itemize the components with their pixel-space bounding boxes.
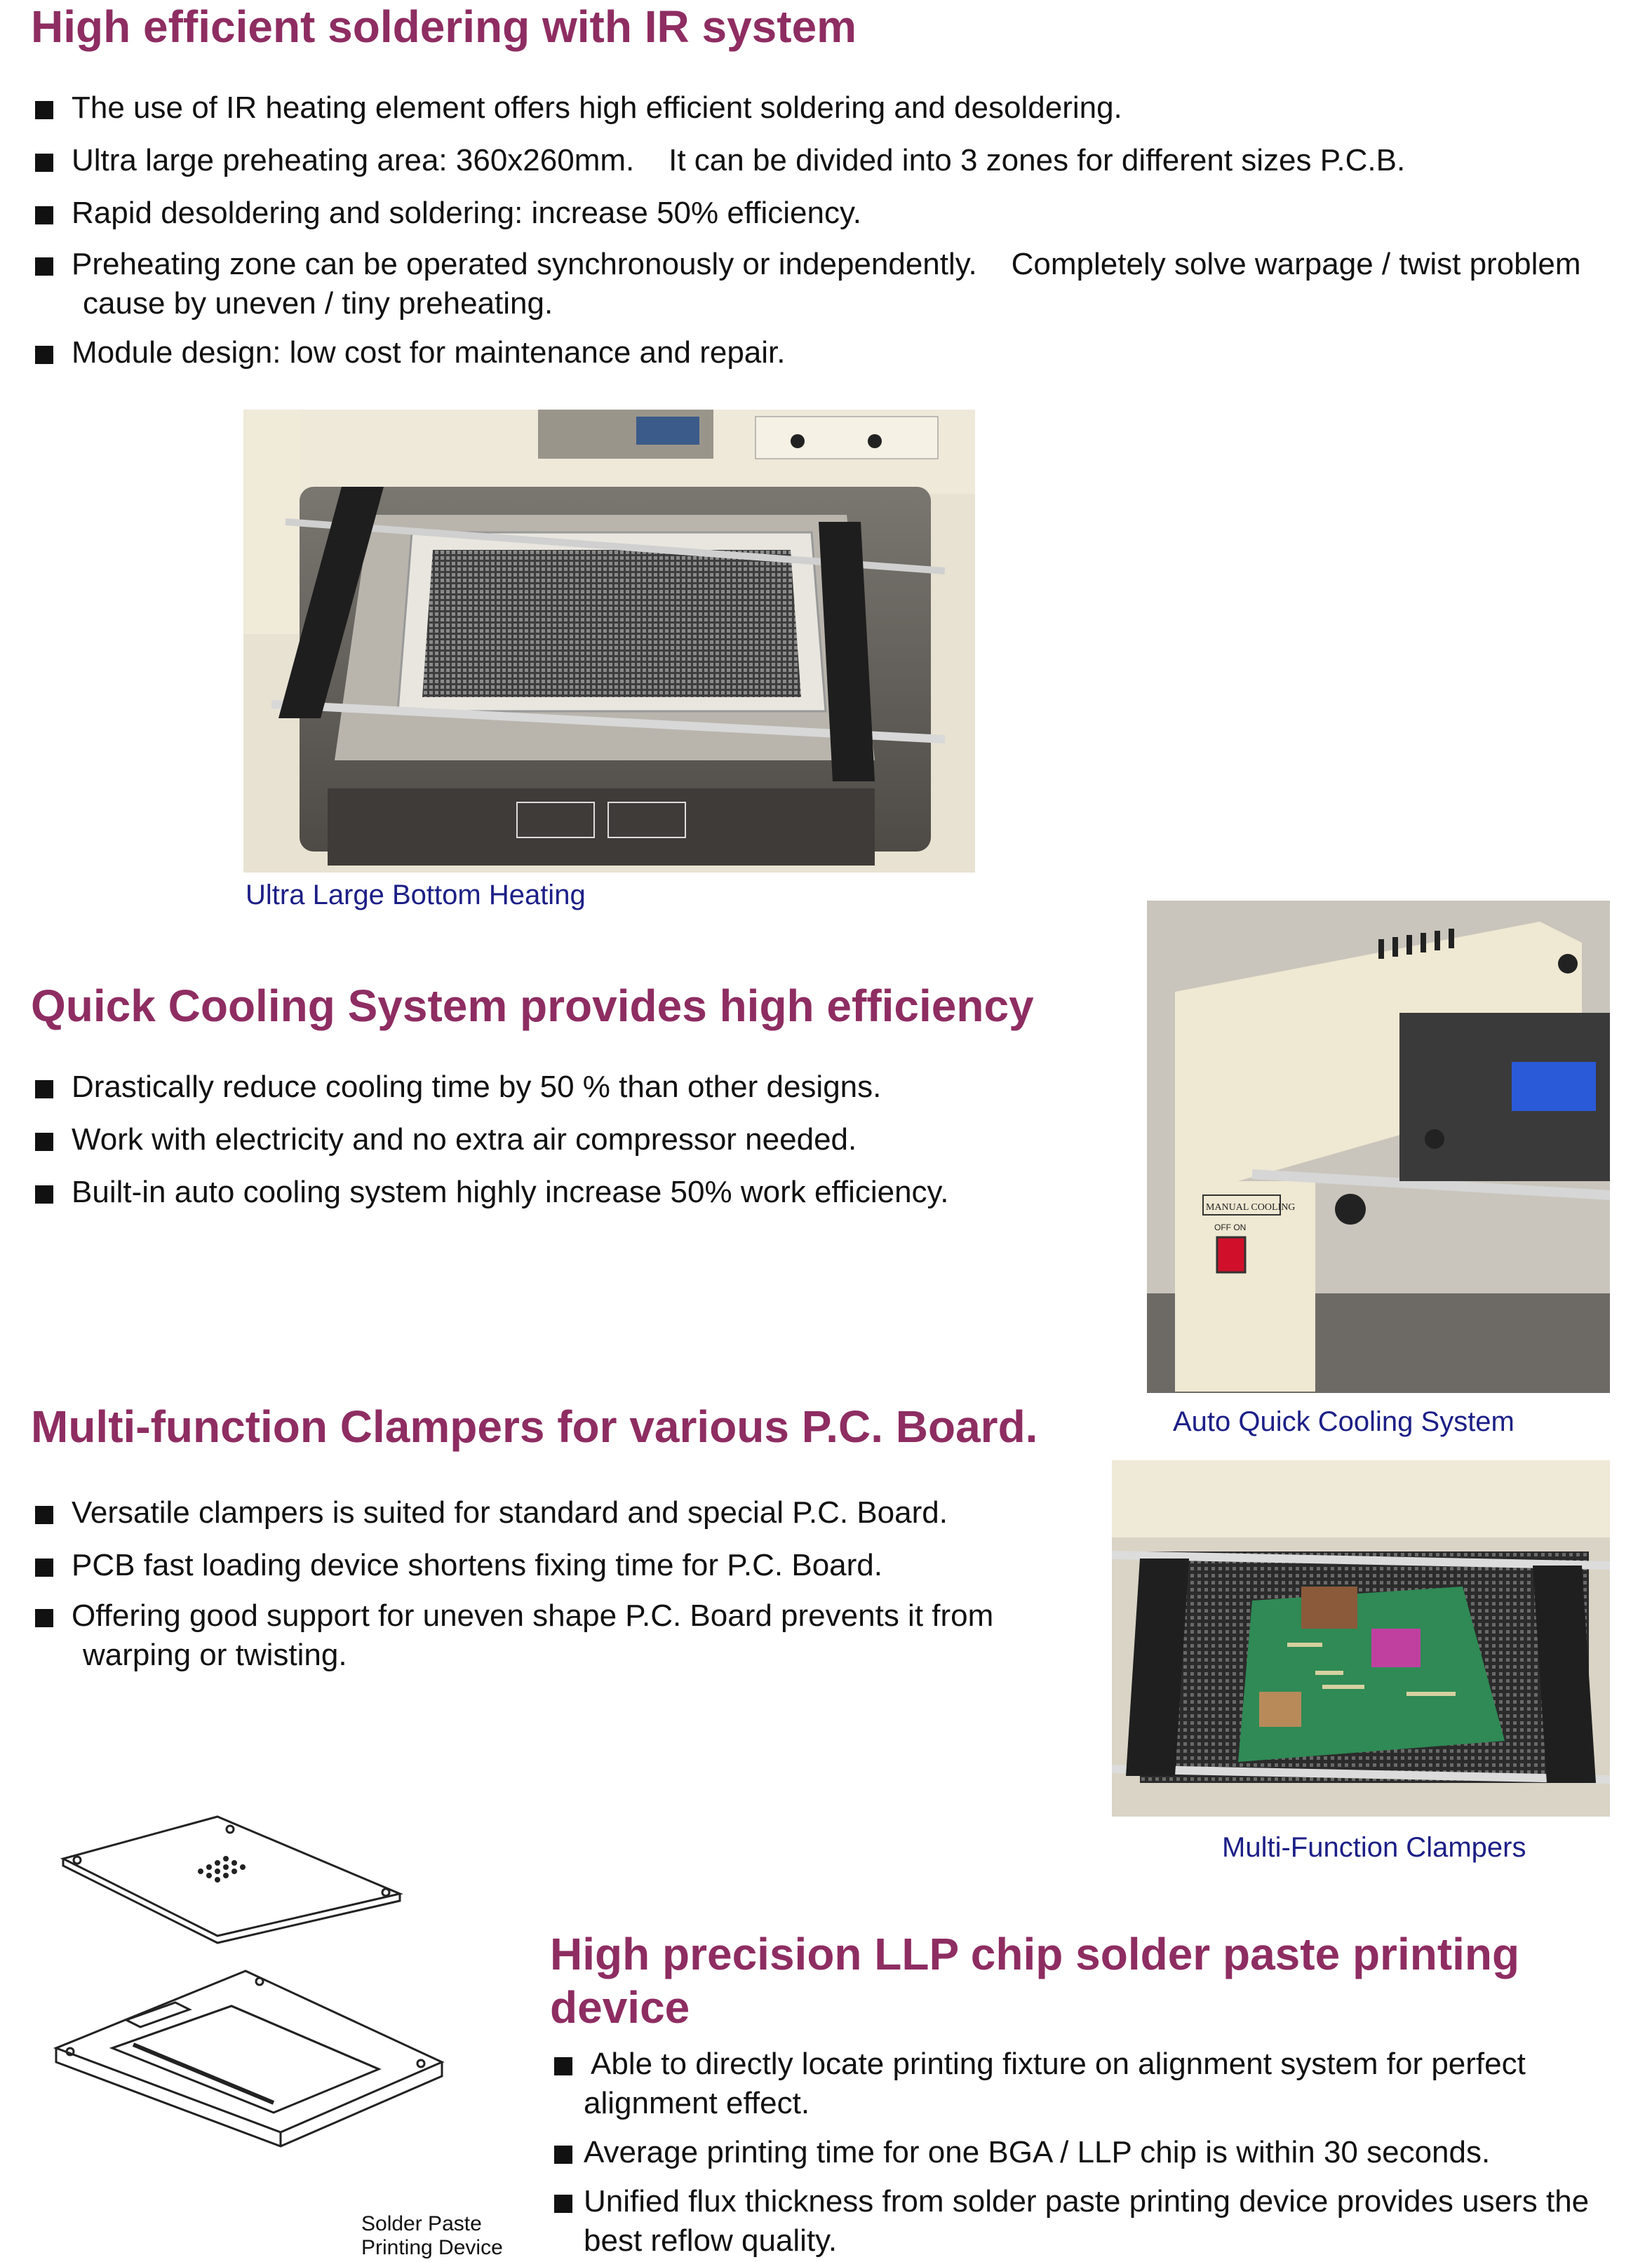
bullet-square-icon — [35, 346, 53, 364]
section-ir-title: High efficient soldering with IR system — [31, 1, 857, 52]
cooling-system-photo — [1147, 901, 1610, 1393]
clampers-caption: Multi-Function Clampers — [1222, 1832, 1526, 1863]
section-printing-title: High precision LLP chip solder paste printing device — [550, 1929, 1520, 2033]
section-cooling-title: Quick Cooling System provides high efficiency — [31, 981, 1034, 1031]
section-clampers-title: Multi-function Clampers for various P.C. Board. — [31, 1401, 1038, 1452]
bullet-square-icon — [35, 257, 53, 276]
bullet-square-icon — [35, 206, 53, 224]
bottom-heating-caption: Ultra Large Bottom Heating — [246, 880, 586, 910]
bullet-item: Unified flux thickness from solder paste printing device provides users the best reflow quality. — [554, 2182, 1648, 2261]
bullet-item: Versatile clampers is suited for standard and special P.C. Board. — [35, 1493, 1101, 1533]
bullet-square-icon — [554, 2057, 572, 2075]
bullet-item: Able to directly locate printing fixture on alignment system for perfect alignment effect. — [554, 2045, 1634, 2123]
bullet-item: Built-in auto cooling system highly increase 50% work efficiency. — [35, 1173, 1129, 1212]
bottom-heating-photo — [243, 410, 975, 873]
bullet-square-icon — [554, 2195, 572, 2213]
svg-text:OFF ON: OFF ON — [1214, 1223, 1247, 1232]
bullet-square-icon — [35, 1133, 53, 1151]
svg-text:MANUAL COOLING: MANUAL COOLING — [1206, 1202, 1296, 1213]
bullet-item: Preheating zone can be operated synchronously or independently. Completely solve warpage / twist problem cause by uneven / tiny preheating. — [35, 245, 1648, 323]
bullet-square-icon — [35, 1080, 53, 1098]
bullet-item: Average printing time for one BGA / LLP chip is within 30 seconds. — [554, 2133, 1634, 2172]
bullet-square-icon — [35, 154, 53, 172]
bullet-item: Drastically reduce cooling time by 50 % than other designs. — [35, 1068, 1129, 1107]
bullet-square-icon — [35, 1506, 53, 1524]
bullet-square-icon — [35, 1609, 53, 1627]
bullet-square-icon — [35, 1559, 53, 1577]
bullet-item: Offering good support for uneven shape P.C. Board prevents it from warping or twisting. — [35, 1596, 1115, 1675]
bullet-item: Module design: low cost for maintenance and repair. — [35, 333, 1634, 372]
bullet-item: Work with electricity and no extra air compressor needed. — [35, 1120, 1129, 1159]
bullet-square-icon — [35, 101, 53, 119]
cooling-system-caption: Auto Quick Cooling System — [1173, 1406, 1515, 1437]
solder-paste-device-diagram — [49, 1810, 470, 2258]
bullet-item: PCB fast loading device shortens fixing time for P.C. Board. — [35, 1546, 1101, 1585]
bullet-square-icon — [554, 2146, 572, 2164]
clampers-photo — [1112, 1460, 1610, 1817]
bullet-square-icon — [35, 1185, 53, 1204]
bullet-item: Ultra large preheating area: 360x260mm. It can be divided into 3 zones for different sizes P.C.B. — [35, 141, 1634, 180]
diagram-caption: Solder Paste Printing Device — [361, 2212, 503, 2259]
bullet-item: The use of IR heating element offers high efficient soldering and desoldering. — [35, 88, 1634, 128]
bullet-item: Rapid desoldering and soldering: increase 50% efficiency. — [35, 194, 1634, 233]
